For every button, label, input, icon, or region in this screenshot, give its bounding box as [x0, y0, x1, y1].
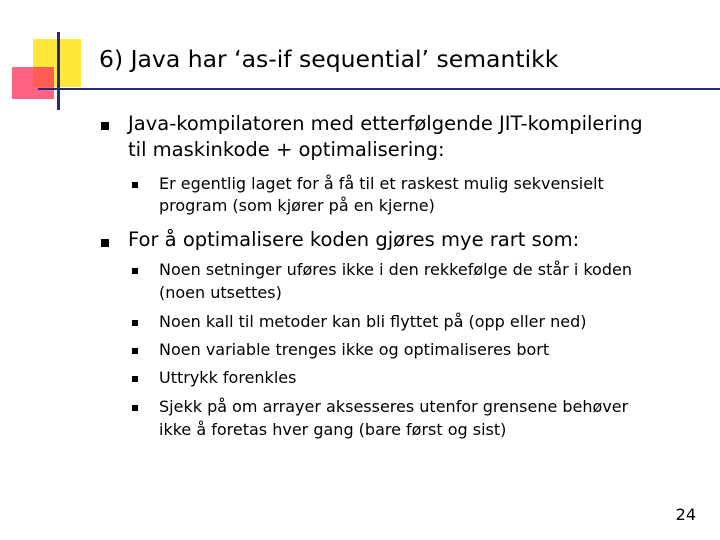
- bullet-square-icon: [101, 122, 109, 130]
- subbullet-text-line: Noen kall til metoder kan bli flyttet på (opp eller ned): [159, 312, 587, 331]
- page-number: 24: [675, 505, 696, 524]
- title-underline: [38, 88, 720, 90]
- subbullet-text-line: Er egentlig laget for å få til et raskest mulig sekvensielt: [159, 174, 604, 193]
- subbullet-text-line: Sjekk på om arrayer aksesseres utenfor grensene behøver: [159, 397, 629, 416]
- subbullet-square-icon: [132, 348, 138, 354]
- bullet-text-line: Java-kompilatoren med etterfølgende JIT-kompilering: [128, 112, 643, 135]
- slide-title: 6) Java har ‘as-if sequential’ semantikk: [99, 45, 559, 73]
- subbullet-text-line: program (som kjører på en kjerne): [159, 196, 435, 215]
- bullet-text-line: For å optimalisere koden gjøres mye rart som:: [128, 228, 580, 251]
- decorative-red-rectangle: [12, 67, 54, 99]
- bullet-text-line: til maskinkode + optimalisering:: [128, 138, 445, 161]
- subbullet-square-icon: [132, 405, 138, 411]
- subbullet-text-line: Uttrykk forenkles: [159, 368, 297, 387]
- subbullet-square-icon: [132, 376, 138, 382]
- bullet-square-icon: [101, 239, 109, 247]
- subbullet-square-icon: [132, 182, 138, 188]
- decorative-vertical-line: [57, 32, 60, 110]
- subbullet-text-line: Noen variable trenges ikke og optimaliseres bort: [159, 340, 550, 359]
- subbullet-text-line: (noen utsettes): [159, 283, 282, 302]
- subbullet-text-line: ikke å foretas hver gang (bare først og sist): [159, 420, 507, 439]
- subbullet-square-icon: [132, 268, 138, 274]
- subbullet-square-icon: [132, 320, 138, 326]
- subbullet-text-line: Noen setninger uføres ikke i den rekkefølge de står i koden: [159, 260, 632, 279]
